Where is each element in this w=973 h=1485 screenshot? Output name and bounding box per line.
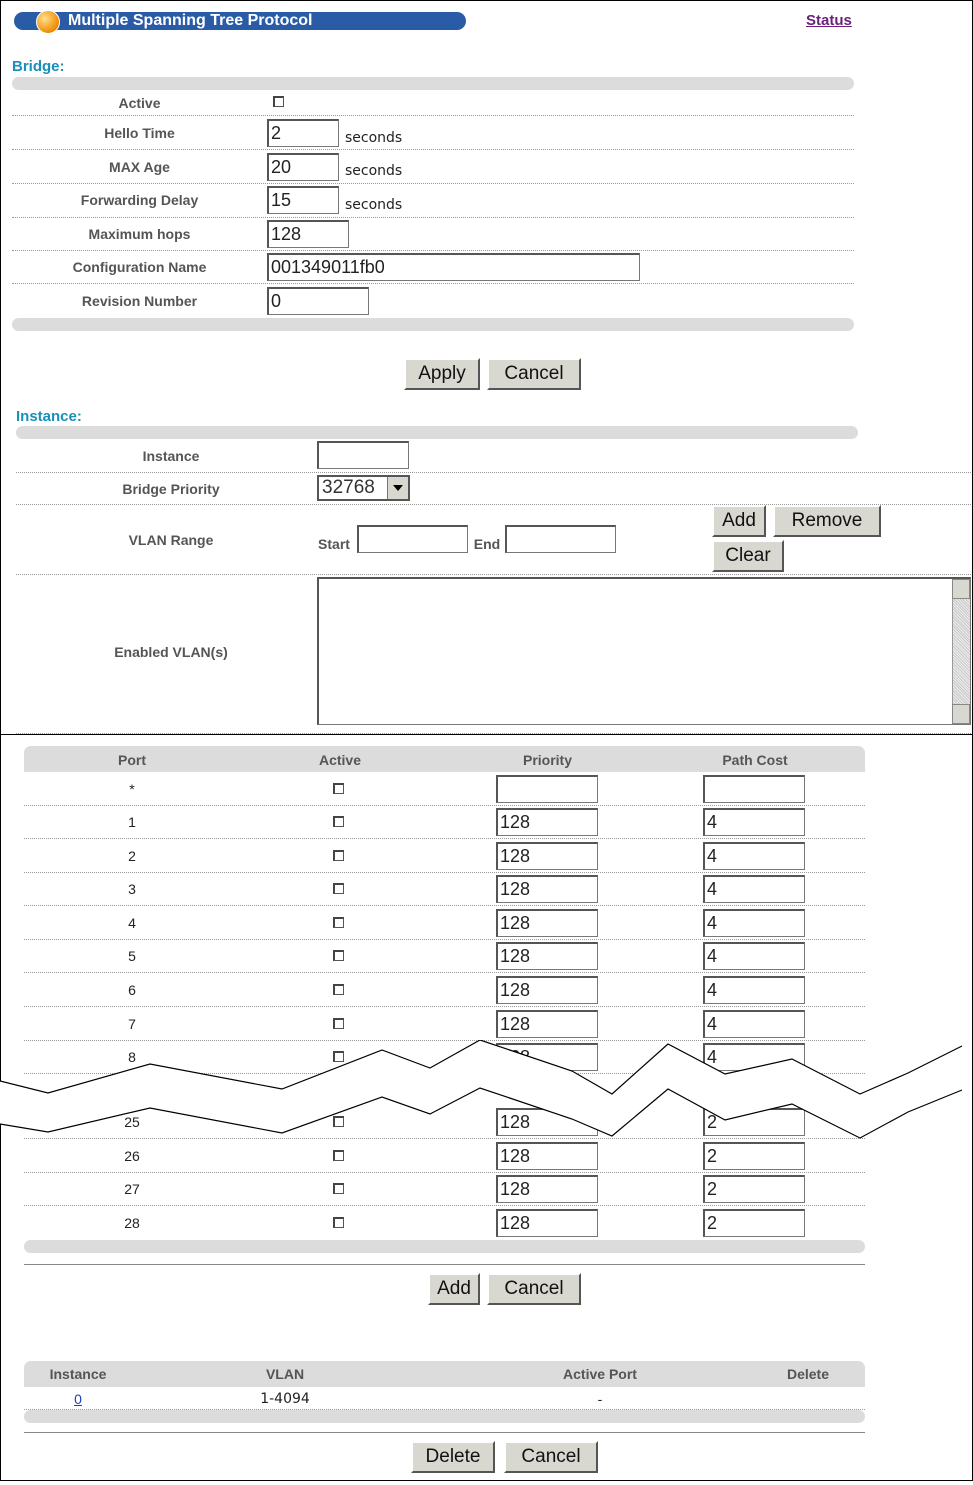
- status-link[interactable]: Status: [806, 12, 852, 29]
- bridge-priority-label: Bridge Priority: [122, 481, 220, 497]
- start-label: Start: [318, 536, 350, 552]
- path-cost-header: Path Cost: [722, 752, 788, 768]
- bridge-cancel-button[interactable]: Cancel: [487, 358, 581, 390]
- hello-time-unit: seconds: [345, 130, 403, 146]
- port-active-checkbox[interactable]: [333, 1183, 344, 1194]
- summary-active-port-value: -: [597, 1391, 603, 1407]
- port-priority-input[interactable]: 128: [496, 1010, 598, 1038]
- port-priority-input[interactable]: 128: [496, 1108, 598, 1136]
- port-path-cost-input[interactable]: 4: [703, 976, 805, 1004]
- port-path-cost-input[interactable]: 4: [703, 942, 805, 970]
- configuration-name-input[interactable]: 001349011fb0: [267, 253, 640, 281]
- forwarding-delay-input[interactable]: 15: [267, 186, 339, 214]
- port-header: Port: [118, 752, 146, 768]
- summary-row: [24, 1388, 865, 1410]
- max-age-input[interactable]: 20: [267, 153, 339, 181]
- port-all-active-checkbox[interactable]: [333, 783, 344, 794]
- port-number: 4: [128, 914, 136, 931]
- port-all-label: *: [129, 781, 135, 797]
- vlan-remove-button[interactable]: Remove: [773, 505, 881, 537]
- page-title-bar: [14, 12, 466, 30]
- instance-label: Instance: [142, 448, 200, 464]
- port-active-checkbox[interactable]: [333, 850, 344, 861]
- port-number: 28: [124, 1214, 140, 1231]
- summary-vlan-value: 1-4094: [260, 1391, 310, 1407]
- summary-instance-link[interactable]: 0: [74, 1391, 82, 1407]
- revision-number-label: Revision Number: [81, 293, 198, 309]
- port-priority-input[interactable]: 128: [496, 1175, 598, 1203]
- summary-delete-header: Delete: [786, 1366, 830, 1382]
- enabled-vlans-scrollbar[interactable]: [952, 579, 970, 723]
- summary-instance-header: Instance: [49, 1366, 107, 1382]
- vlan-add-button[interactable]: Add: [712, 505, 766, 537]
- priority-header: Priority: [522, 752, 572, 768]
- port-path-cost-input[interactable]: 4: [703, 842, 805, 870]
- scroll-down-icon[interactable]: [952, 704, 970, 724]
- port-table-bottom: [24, 1240, 865, 1253]
- port-path-cost-input[interactable]: 2: [703, 1209, 805, 1237]
- summary-table-header: [24, 1361, 865, 1387]
- bridge-priority-select[interactable]: [317, 475, 410, 501]
- vlan-range-label: VLAN Range: [128, 532, 214, 548]
- port-active-checkbox[interactable]: [333, 1217, 344, 1228]
- port-active-checkbox[interactable]: [333, 984, 344, 995]
- port-number: 1: [128, 814, 136, 830]
- maximum-hops-label: Maximum hops: [88, 226, 191, 242]
- bridge-priority-value: 32768: [322, 477, 375, 498]
- port-path-cost-input[interactable]: 2: [703, 1142, 805, 1170]
- summary-vlan-header: VLAN: [265, 1366, 305, 1382]
- revision-number-input[interactable]: 0: [267, 287, 369, 315]
- port-path-cost-input[interactable]: 4: [703, 875, 805, 903]
- instance-input[interactable]: [317, 441, 409, 469]
- port-active-checkbox[interactable]: [333, 883, 344, 894]
- port-number: 8: [128, 1049, 136, 1066]
- port-number: 2: [128, 847, 136, 864]
- port-path-cost-input[interactable]: 4: [703, 808, 805, 836]
- maximum-hops-input[interactable]: 128: [267, 220, 349, 248]
- end-label: End: [473, 536, 501, 552]
- bridge-section-title: Bridge:: [12, 58, 65, 75]
- bridge-active-checkbox[interactable]: [273, 96, 284, 107]
- instance-panel-top: [16, 426, 858, 439]
- port-priority-input[interactable]: 128: [496, 942, 598, 970]
- port-active-checkbox[interactable]: [333, 917, 344, 928]
- port-table-divider: [24, 1264, 865, 1265]
- port-number: 5: [128, 948, 136, 965]
- port-number: 27: [124, 1181, 140, 1198]
- port-all-priority-input[interactable]: [496, 775, 598, 803]
- active-label: Active: [118, 95, 161, 111]
- port-path-cost-input[interactable]: 4: [703, 1010, 805, 1038]
- ports-add-button[interactable]: Add: [428, 1273, 480, 1305]
- port-priority-input[interactable]: 128: [496, 1142, 598, 1170]
- port-active-checkbox[interactable]: [333, 950, 344, 961]
- port-priority-input[interactable]: 128: [496, 909, 598, 937]
- port-priority-input[interactable]: 128: [496, 1209, 598, 1237]
- forwarding-delay-unit: seconds: [345, 197, 403, 213]
- port-priority-input[interactable]: 128: [496, 842, 598, 870]
- port-active-checkbox[interactable]: [333, 1018, 344, 1029]
- scroll-up-icon[interactable]: [952, 579, 970, 599]
- table-break-zigzag: [0, 1040, 973, 1145]
- port-path-cost-input[interactable]: 4: [703, 909, 805, 937]
- port-path-cost-input[interactable]: 2: [703, 1175, 805, 1203]
- bridge-panel-bottom: [12, 318, 854, 331]
- page-title: Multiple Spanning Tree Protocol: [68, 12, 313, 29]
- enabled-vlans-listbox[interactable]: [317, 577, 971, 725]
- enabled-vlans-label: Enabled VLAN(s): [114, 644, 228, 660]
- max-age-label: MAX Age: [109, 159, 170, 175]
- active-header: Active: [318, 752, 362, 768]
- configuration-name-label: Configuration Name: [72, 259, 207, 275]
- port-priority-input[interactable]: 128: [496, 875, 598, 903]
- instance-section-title: Instance:: [16, 408, 82, 425]
- hello-time-input[interactable]: 2: [267, 119, 339, 147]
- summary-cancel-button[interactable]: Cancel: [504, 1441, 598, 1473]
- summary-divider: [24, 1432, 865, 1433]
- hello-time-label: Hello Time: [104, 125, 175, 141]
- port-path-cost-input[interactable]: 4: [703, 1043, 805, 1071]
- ports-cancel-button[interactable]: Cancel: [487, 1273, 581, 1305]
- vlan-start-input[interactable]: [357, 525, 468, 553]
- port-active-checkbox[interactable]: [333, 1150, 344, 1161]
- port-all-path-cost-input[interactable]: [703, 775, 805, 803]
- chevron-down-icon[interactable]: [387, 477, 408, 499]
- section-divider: [0, 734, 973, 735]
- port-number: 6: [128, 982, 136, 998]
- port-number: 3: [128, 881, 136, 898]
- summary-table-bottom: [24, 1410, 865, 1423]
- port-number: 7: [128, 1015, 136, 1032]
- bridge-apply-button[interactable]: Apply: [404, 358, 480, 390]
- port-priority-input[interactable]: 128: [496, 808, 598, 836]
- forwarding-delay-label: Forwarding Delay: [80, 192, 199, 208]
- max-age-unit: seconds: [345, 163, 403, 179]
- orb-icon: [36, 10, 60, 34]
- bridge-panel-top: [12, 77, 854, 90]
- vlan-end-input[interactable]: [505, 525, 616, 553]
- port-active-checkbox[interactable]: [333, 816, 344, 827]
- summary-active-port-header: Active Port: [563, 1366, 637, 1382]
- port-number: 25: [124, 1114, 140, 1130]
- summary-delete-button[interactable]: Delete: [411, 1441, 495, 1473]
- port-number: 26: [124, 1147, 140, 1164]
- vlan-clear-button[interactable]: Clear: [712, 540, 784, 572]
- port-priority-input[interactable]: 128: [496, 976, 598, 1004]
- port-path-cost-input[interactable]: 2: [703, 1108, 805, 1136]
